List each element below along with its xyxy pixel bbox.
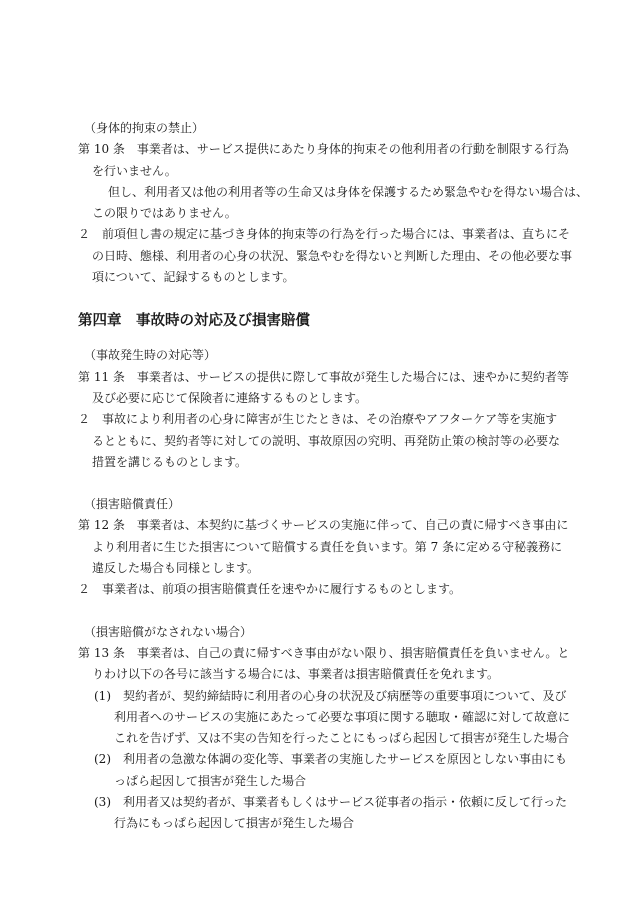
article-13-item-1-cont: 利用者へのサービスの実施にあたって必要な事項に関する聴取・確認に対して故意に [114,709,571,724]
article-13-text-cont: りわけ以下の各号に該当する場合には、事業者は損害賠償責任を免れます。 [92,667,500,682]
article-11-para-2: ２ 事故により利用者の心身に障害が生じたときは、その治療やアフターケア等を実施す [78,412,558,427]
article-12-text-cont: 違反した場合も同様とします。 [92,561,260,576]
article-11-text-cont: 及び必要に応じて保険者に連絡するものとします。 [92,390,368,405]
article-10-proviso-cont: この限りではありません。 [92,206,237,221]
article-11-heading: （事故発生時の対応等） [84,348,217,363]
chapter-title: 第四章 事故時の対応及び損害賠償 [78,313,310,330]
article-11-para-2-cont: るとともに、契約者等に対しての説明、事故原因の究明、再発防止策の検討等の必要な [92,433,561,448]
article-10-heading: （身体的拘束の禁止） [84,121,205,135]
article-12-para-2: ２ 事業者は、前項の損害賠償責任を速やかに履行するものとします。 [78,582,462,597]
article-13-text: 第 13 条 事業者は、自己の責に帰すべき事由がない限り、損害賠償責任を負いません。と [78,645,570,660]
article-13-heading: （損害賠償がなされない場合） [84,624,253,639]
article-10-proviso: 但し、利用者又は他の利用者等の生命又は身体を保護するため緊急やむを得ない場合は、 [108,184,589,199]
article-10-para-2-cont: 項について、記録するものとします。 [92,270,295,285]
article-12-heading: （損害賠償責任） [84,497,181,512]
article-13-item-2: (2) 利用者の急激な体調の変化等、事業者の実施したサービスを原因としない事由にも [94,752,568,767]
article-13-item-1: (1) 契約者が、契約締結時に利用者の心身の状況及び病歴等の重要事項について、及び [94,688,567,703]
article-12-text: 第 12 条 事業者は、本契約に基づくサービスの実施に伴って、自己の責に帰すべき事由に [78,518,569,533]
article-13-item-2-cont: っぱら起因して損害が発生した場合 [114,773,307,788]
article-13-item-1-cont: これを告げず、又は不実の告知を行ったことにもっぱら起因して損害が発生した場合 [114,731,570,746]
article-10-text: 第 10 条 事業者は、サービス提供にあたり身体的拘束その他利用者の行動を制限する行為 [78,142,569,157]
article-13-item-3: (3) 利用者又は契約者が、事業者もしくはサービス従事者の指示・依頼に反して行った [94,795,568,810]
article-11-text: 第 11 条 事業者は、サービスの提供に際して事故が発生した場合には、速やかに契約者等 [78,369,569,384]
article-10-para-2-cont: の日時、態様、利用者の心身の状況、緊急やむを得ないと判断した理由、その他必要な事 [92,248,573,263]
article-10-text-cont: を行いません。 [92,163,177,178]
article-13-item-3-cont: 行為にもっぱら起因して損害が発生した場合 [114,816,355,831]
article-11-para-2-cont: 措置を講じるものとします。 [92,454,248,469]
article-10-para-2: ２ 前項但し書の規定に基づき身体的拘束等の行為を行った場合には、事業者は、直ちにそ [78,227,571,242]
article-12-text-cont: より利用者に生じた損害について賠償する責任を負います。第 7 条に定める守秘義務に [92,539,563,554]
